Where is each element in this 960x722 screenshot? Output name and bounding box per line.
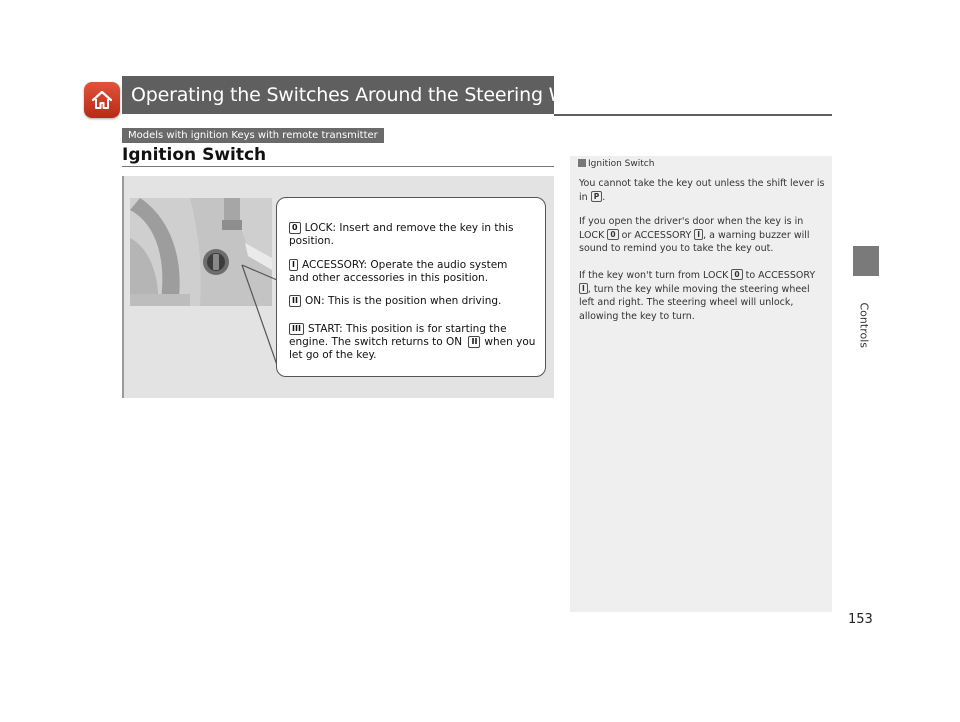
reference-arrow-icon <box>578 159 586 167</box>
section-divider <box>122 166 554 167</box>
page-number: 153 <box>848 612 873 627</box>
key-position-badge: 0 <box>731 269 742 280</box>
key-position-badge: II <box>468 336 480 348</box>
note-paragraph-1: You cannot take the key out unless the shift lever is in P . <box>579 178 825 203</box>
position-start-text-2: when you let go of the key. <box>289 336 536 361</box>
key-position-badge: I <box>289 259 298 271</box>
note-paragraph-2: If you open the driver's door when the key is in LOCK 0 or ACCESSORY I , a warning buzzer will sound to remind you to take the key out. <box>579 216 810 254</box>
key-position-badge: 0 <box>289 222 301 234</box>
position-start-text: START: This position is for starting the engine. The switch returns to ON <box>289 323 507 348</box>
chapter-tab-marker[interactable] <box>853 246 879 276</box>
ignition-positions-callout <box>276 197 546 377</box>
position-lock <box>289 222 525 248</box>
title-divider <box>554 114 832 116</box>
key-position-badge: I <box>694 229 703 240</box>
home-icon <box>91 89 113 111</box>
position-lock-text: LOCK: Insert and remove the key in this position. <box>289 222 514 247</box>
position-on <box>289 295 529 308</box>
model-applicability-tag: Models with ignition Keys with remote transmitter <box>122 128 384 143</box>
chapter-title-bar <box>122 76 608 114</box>
note-paragraph-3: If the key won't turn from LOCK 0 to ACCESSORY I , turn the key while moving the steering wheel left and right. The steering wheel will unlock, allowing the key to turn. <box>579 270 816 322</box>
note-heading <box>578 159 654 169</box>
figure-border <box>122 176 124 398</box>
section-title: Ignition Switch <box>122 145 267 165</box>
key-position-badge: 0 <box>607 229 618 240</box>
chapter-tab-label: Controls <box>857 302 871 348</box>
home-button[interactable] <box>84 82 120 118</box>
key-position-badge: I <box>579 283 588 294</box>
note-heading-text: Ignition Switch <box>588 159 655 169</box>
position-accessory <box>289 259 525 285</box>
position-start <box>289 323 541 362</box>
position-accessory-text: ACCESSORY: Operate the audio system and other accessories in this position. <box>289 259 508 284</box>
position-on-text: ON: This is the position when driving. <box>304 295 502 307</box>
callout-pointer <box>240 255 280 385</box>
page-title: Operating the Switches Around the Steering Wheel <box>131 84 608 106</box>
key-position-badge: III <box>289 323 304 335</box>
gear-position-badge: P <box>591 191 603 202</box>
key-position-badge: II <box>289 295 301 307</box>
